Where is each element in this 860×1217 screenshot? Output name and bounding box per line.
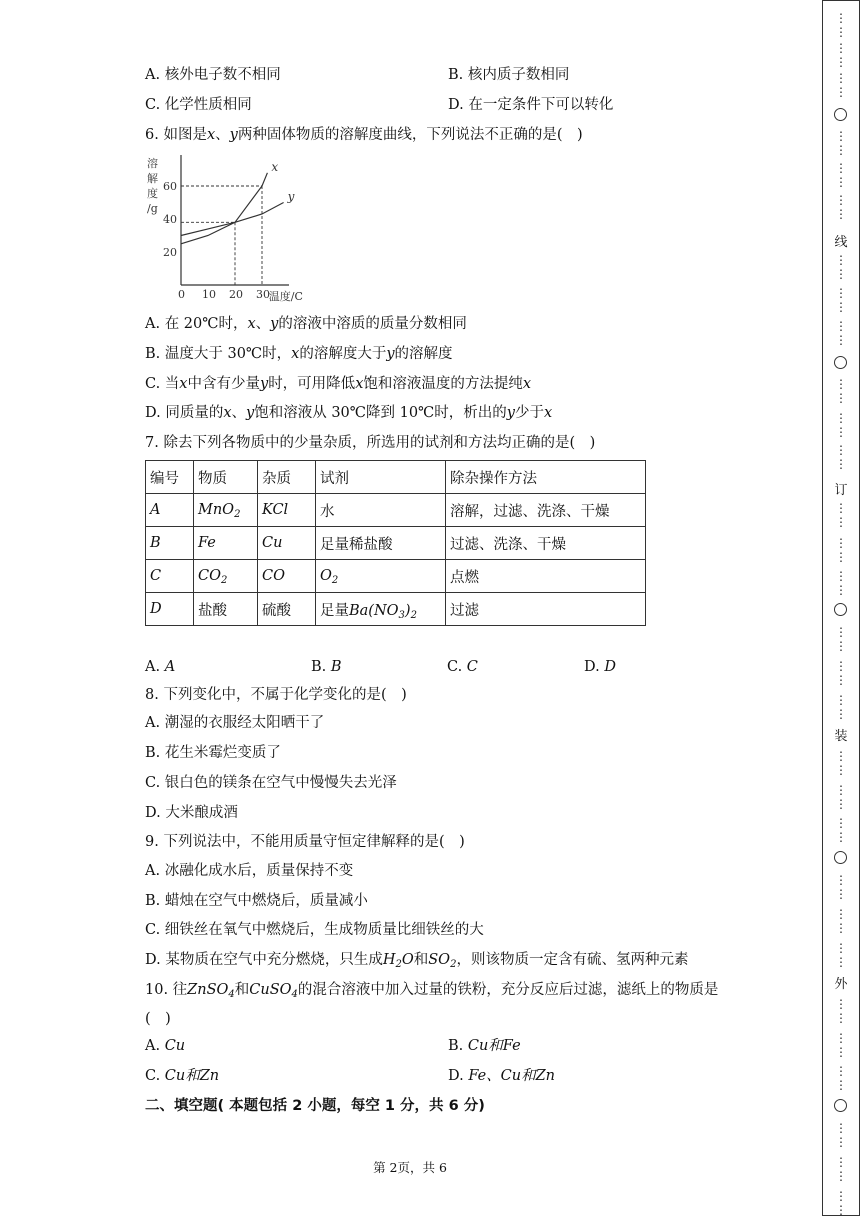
series-label-y: y	[287, 189, 295, 204]
gutter-dots: ⋮ ⋮	[835, 377, 847, 405]
table-cell: D	[146, 593, 194, 626]
q10-option-d: D. Fe、Cu和Zn	[448, 1068, 556, 1084]
x-tick-label: 20	[229, 288, 243, 301]
q10-option-b: B. Cu和Fe	[448, 1038, 521, 1054]
q9-option-b: B. 蜡烛在空气中燃烧后，质量减小	[145, 893, 368, 909]
q7-option-b: B. B	[311, 659, 342, 675]
q8-option-b: B. 花生米霉烂变质了	[145, 745, 281, 761]
gutter-dots: ⋮ ⋮	[835, 319, 847, 347]
table-cell: MnO$_2$	[194, 494, 258, 527]
y-axis-label: 溶	[147, 157, 158, 170]
gutter-dots: ⋮ ⋮	[835, 873, 847, 901]
gutter-dots: ⋮ ⋮	[835, 659, 847, 687]
q7-option-a: A. A	[145, 659, 176, 675]
table-cell: 足量稀盐酸	[316, 527, 446, 560]
table-header-cell: 试剂	[316, 461, 446, 494]
gutter-dots: ⋮ ⋮	[835, 816, 847, 844]
gutter-circle	[834, 603, 847, 616]
table-cell: CO	[258, 560, 316, 593]
section-2-heading: 二、填空题( 本题包括 2 小题，每空 1 分，共 6 分)	[145, 1098, 485, 1114]
q10-option-c: C. Cu和Zn	[145, 1068, 220, 1084]
gutter-dots: ⋮ ⋮	[835, 1121, 847, 1149]
gutter-dots: ⋮ ⋮	[835, 71, 847, 99]
q7-stem: 7. 除去下列各物质中的少量杂质，所选用的试剂和方法均正确的是( )	[145, 435, 596, 451]
table-cell: C	[146, 560, 194, 593]
gutter-dots: ⋮ ⋮	[835, 443, 847, 471]
q9-option-d: D. 某物质在空气中充分燃烧，只生成$H_2O$和$SO_2$，则该物质一定含有硫、氢两种元素	[145, 952, 689, 970]
series-label-x: x	[271, 159, 279, 174]
gutter-dots: ⋮ ⋮	[835, 501, 847, 529]
table-cell: KCl	[258, 494, 316, 527]
table-header-cell: 除杂操作方法	[446, 461, 646, 494]
q8-stem: 8. 下列变化中，不属于化学变化的是( )	[145, 687, 407, 703]
y-tick-label: 60	[163, 180, 177, 193]
q6-option-c: C. 当x中含有少量y时，可用降低x饱和溶液温度的方法提纯x	[145, 376, 532, 392]
gutter-circle	[834, 108, 847, 121]
q5-option-b: B. 核内质子数相同	[448, 67, 570, 83]
table-cell: A	[146, 494, 194, 527]
gutter-dots: ⋮ ⋮	[835, 11, 847, 39]
gutter-dots: ⋮ ⋮	[835, 536, 847, 564]
gutter-dots: ⋮ ⋮	[835, 783, 847, 811]
gutter-dots: ⋮ ⋮	[835, 161, 847, 189]
q8-option-c: C. 银白色的镁条在空气中慢慢失去光泽	[145, 775, 397, 791]
gutter-dots: ⋮ ⋮	[835, 997, 847, 1025]
q5-option-c: C. 化学性质相同	[145, 97, 252, 113]
x-axis-label: 温度/C	[268, 290, 303, 303]
table-cell: 硫酸	[258, 593, 316, 626]
table-cell: Fe	[194, 527, 258, 560]
table-cell: 过滤、洗涤、干燥	[446, 527, 646, 560]
x-tick-label: 30	[256, 288, 270, 301]
gutter-dots: ⋮ ⋮	[835, 41, 847, 69]
gutter-dots: ⋮ ⋮	[835, 1155, 847, 1183]
gutter-dots: ⋮ ⋮	[835, 286, 847, 314]
table-header-cell: 杂质	[258, 461, 316, 494]
q10-paren: ( )	[145, 1011, 171, 1027]
table-cell: 水	[316, 494, 446, 527]
page-footer: 第 2页，共 6	[373, 1160, 447, 1175]
gutter-circle	[834, 1099, 847, 1112]
gutter-dots: ⋮ ⋮	[835, 129, 847, 157]
series-line-y	[181, 203, 284, 236]
solubility-chart	[145, 155, 335, 305]
q6-option-b: B. 温度大于 30℃时，x的溶解度大于y的溶解度	[145, 346, 453, 362]
q6-option-a: A. 在 20℃时，x、y的溶液中溶质的质量分数相同	[145, 316, 467, 332]
table-cell: $O_2$	[316, 560, 446, 593]
gutter-label: 装	[834, 729, 848, 744]
q6-stem: 6. 如图是x、y两种固体物质的溶解度曲线，下列说法不正确的是( )	[145, 127, 583, 143]
table-row	[146, 527, 646, 560]
table-cell: Cu	[258, 527, 316, 560]
gutter-label: 线	[834, 235, 848, 250]
gutter-dots: ⋮ ⋮	[835, 749, 847, 777]
series-line-x	[181, 173, 267, 244]
gutter-dots: ⋮ ⋮	[835, 941, 847, 969]
table-row	[146, 494, 646, 527]
y-axis-label: /g	[147, 202, 158, 215]
gutter-dots: ⋮ ⋮	[835, 1064, 847, 1092]
q5-option-a: A. 核外电子数不相同	[145, 67, 281, 83]
q7-option-c: C. C	[447, 659, 478, 675]
q8-option-d: D. 大米酿成酒	[145, 805, 238, 821]
gutter-dots: ⋮ ⋮	[835, 193, 847, 221]
table-cell: B	[146, 527, 194, 560]
table-cell: $CO_2$	[194, 560, 258, 593]
q9-option-c: C. 细铁丝在氧气中燃烧后，生成物质量比细铁丝的大	[145, 922, 484, 938]
q5-option-d: D. 在一定条件下可以转化	[448, 97, 614, 113]
gutter-dots: ⋮ ⋮	[835, 693, 847, 721]
table-cell: 足量$Ba(NO_3)_2$	[316, 593, 446, 626]
q9-option-a: A. 冰融化成水后，质量保持不变	[145, 863, 354, 879]
binding-gutter	[822, 0, 860, 1216]
x-tick-label: 10	[202, 288, 216, 301]
gutter-dots: ⋮ ⋮	[835, 1031, 847, 1059]
gutter-dots: ⋮ ⋮	[835, 625, 847, 653]
q7-table	[145, 460, 646, 626]
y-tick-label: 20	[163, 246, 177, 259]
table-header-row	[146, 461, 646, 494]
gutter-dots: ⋮ ⋮	[835, 907, 847, 935]
table-cell: 溶解，过滤、洗涤、干燥	[446, 494, 646, 527]
y-axis-label: 解	[147, 172, 158, 185]
table-header-cell: 物质	[194, 461, 258, 494]
y-axis-label: 度	[147, 187, 158, 200]
q10-stem: 10. 往ZnSO$_4$和CuSO$_4$的混合溶液中加入过量的铁粉，充分反应后过滤，滤纸上的物质是	[145, 982, 719, 1000]
table-cell: 过滤	[446, 593, 646, 626]
table-cell: 点燃	[446, 560, 646, 593]
q10-option-a: A. Cu	[145, 1038, 186, 1054]
table-row	[146, 593, 646, 626]
y-tick-label: 40	[163, 213, 177, 226]
q9-stem: 9. 下列说法中，不能用质量守恒定律解释的是( )	[145, 834, 465, 850]
table-cell: 盐酸	[194, 593, 258, 626]
q7-option-d: D. D	[584, 659, 616, 675]
q8-option-a: A. 潮湿的衣服经太阳晒干了	[145, 715, 325, 731]
q6-option-d: D. 同质量的x、y饱和溶液从 30℃降到 10℃时，析出的y少于x	[145, 405, 553, 421]
x-tick-label: 0	[178, 288, 185, 301]
gutter-dots: ⋮ ⋮	[835, 1189, 847, 1217]
gutter-label: 订	[834, 483, 848, 498]
gutter-dots: ⋮ ⋮	[835, 253, 847, 281]
gutter-dots: ⋮ ⋮	[835, 569, 847, 597]
table-row	[146, 560, 646, 593]
gutter-circle	[834, 356, 847, 369]
table-header-cell: 编号	[146, 461, 194, 494]
gutter-dots: ⋮ ⋮	[835, 411, 847, 439]
gutter-circle	[834, 851, 847, 864]
gutter-label: 外	[834, 977, 848, 992]
